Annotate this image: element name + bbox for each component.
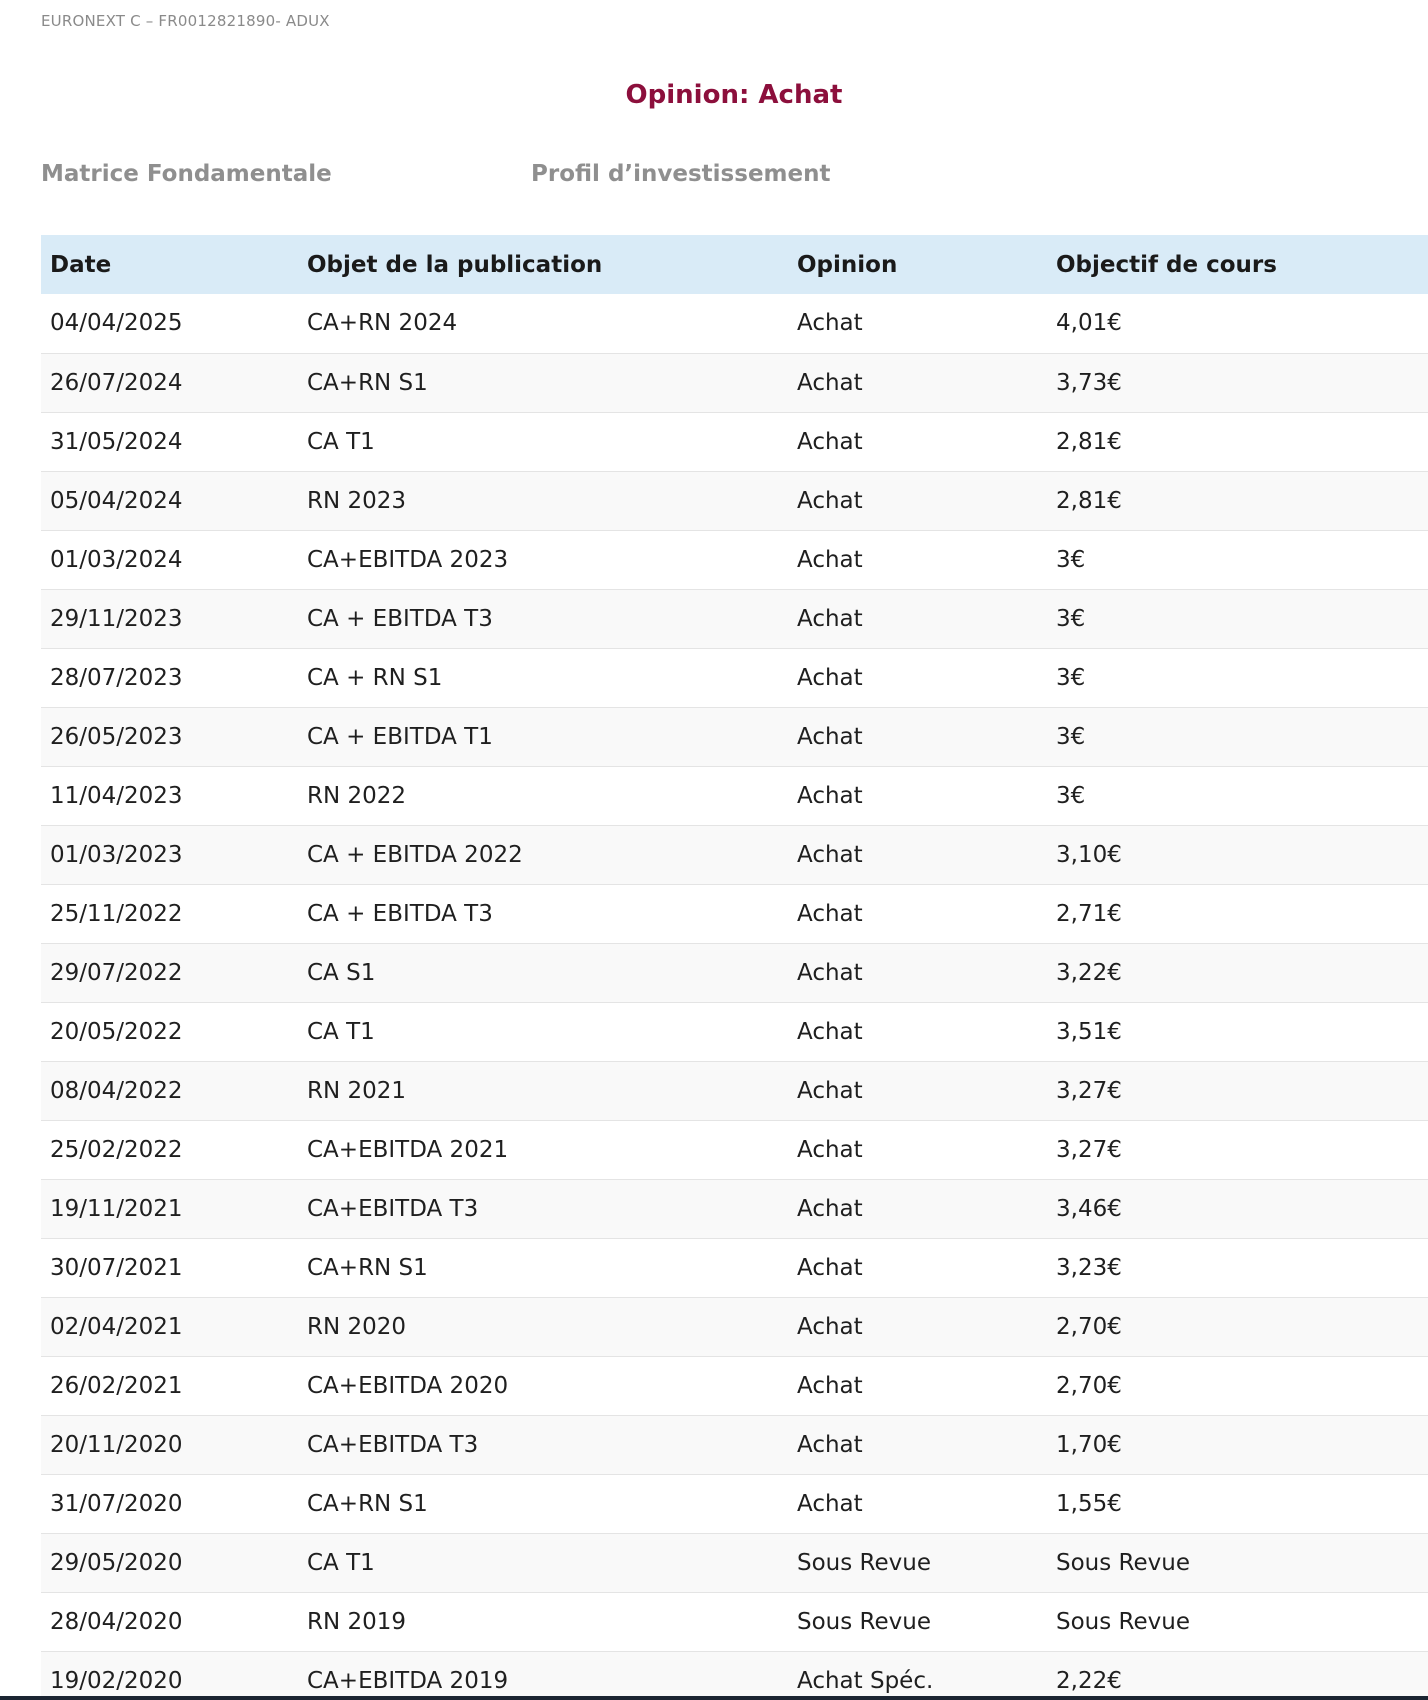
cell-opinion: Achat <box>797 1136 863 1163</box>
bottom-bar <box>0 1696 1428 1700</box>
cell-date: 28/04/2020 <box>50 1608 183 1635</box>
cell-opinion: Sous Revue <box>797 1608 931 1635</box>
cell-opinion: Achat <box>797 1018 863 1045</box>
table-row <box>41 1356 1428 1415</box>
cell-objet: RN 2019 <box>307 1608 407 1635</box>
cell-objet: CA + EBITDA 2022 <box>307 841 523 868</box>
publications-table-container <box>41 235 1428 1700</box>
cell-opinion: Achat <box>797 723 863 750</box>
cell-objectif: 3,46€ <box>1056 1195 1122 1222</box>
table-row <box>41 1120 1428 1179</box>
exchange-isin-line: EURONEXT C – FR0012821890- ADUX <box>41 12 330 30</box>
cell-objectif: 3,22€ <box>1056 959 1122 986</box>
cell-date: 29/07/2022 <box>50 959 183 986</box>
table-row <box>41 1474 1428 1533</box>
cell-date: 01/03/2023 <box>50 841 183 868</box>
table-row <box>41 471 1428 530</box>
cell-objectif: 2,81€ <box>1056 487 1122 514</box>
column-header-objet: Objet de la publication <box>307 251 603 278</box>
cell-objet: CA+RN S1 <box>307 369 428 396</box>
table-row <box>41 1061 1428 1120</box>
column-header-objectif: Objectif de cours <box>1056 251 1277 278</box>
cell-objectif: 3,51€ <box>1056 1018 1122 1045</box>
table-row <box>41 943 1428 1002</box>
table-row <box>41 825 1428 884</box>
table-row <box>41 1533 1428 1592</box>
cell-objet: CA+EBITDA 2021 <box>307 1136 509 1163</box>
cell-opinion: Achat <box>797 782 863 809</box>
cell-objet: CA + EBITDA T1 <box>307 723 493 750</box>
cell-objectif: 2,71€ <box>1056 900 1122 927</box>
cell-objet: CA+EBITDA 2023 <box>307 546 509 573</box>
table-row <box>41 766 1428 825</box>
cell-objectif: 2,22€ <box>1056 1667 1122 1694</box>
cell-objectif: 3,27€ <box>1056 1136 1122 1163</box>
cell-objet: CA T1 <box>307 1549 375 1576</box>
cell-date: 08/04/2022 <box>50 1077 183 1104</box>
cell-opinion: Achat <box>797 1254 863 1281</box>
cell-date: 25/11/2022 <box>50 900 183 927</box>
table-row <box>41 1238 1428 1297</box>
cell-date: 29/11/2023 <box>50 605 183 632</box>
cell-opinion: Achat <box>797 1077 863 1104</box>
cell-date: 26/07/2024 <box>50 369 183 396</box>
tab-profil-investissement[interactable]: Profil d’investissement <box>531 161 831 187</box>
cell-opinion: Achat <box>797 487 863 514</box>
cell-date: 01/03/2024 <box>50 546 183 573</box>
table-row <box>41 1297 1428 1356</box>
cell-objet: CA+EBITDA T3 <box>307 1195 479 1222</box>
cell-date: 29/05/2020 <box>50 1549 183 1576</box>
cell-objet: RN 2020 <box>307 1313 407 1340</box>
cell-opinion: Achat <box>797 1431 863 1458</box>
cell-objet: CA+EBITDA T3 <box>307 1431 479 1458</box>
cell-objet: RN 2021 <box>307 1077 407 1104</box>
cell-opinion: Achat <box>797 310 863 337</box>
cell-objet: CA+RN S1 <box>307 1490 428 1517</box>
cell-opinion: Achat <box>797 1195 863 1222</box>
cell-opinion: Achat Spéc. <box>797 1667 934 1694</box>
cell-date: 30/07/2021 <box>50 1254 183 1281</box>
cell-objectif: Sous Revue <box>1056 1549 1190 1576</box>
cell-opinion: Achat <box>797 959 863 986</box>
table-header <box>41 235 1428 294</box>
cell-date: 31/07/2020 <box>50 1490 183 1517</box>
cell-objet: CA T1 <box>307 428 375 455</box>
cell-opinion: Achat <box>797 369 863 396</box>
cell-date: 19/02/2020 <box>50 1667 183 1694</box>
cell-objectif: 2,70€ <box>1056 1313 1122 1340</box>
cell-date: 31/05/2024 <box>50 428 183 455</box>
tab-matrice-fondamentale[interactable]: Matrice Fondamentale <box>41 161 332 187</box>
cell-date: 20/05/2022 <box>50 1018 183 1045</box>
cell-date: 05/04/2024 <box>50 487 183 514</box>
cell-objectif: 3,27€ <box>1056 1077 1122 1104</box>
table-row <box>41 589 1428 648</box>
cell-objet: CA+EBITDA 2019 <box>307 1667 509 1694</box>
table-header-row <box>41 235 1428 294</box>
cell-objectif: 3€ <box>1056 723 1086 750</box>
cell-objectif: 3,23€ <box>1056 1254 1122 1281</box>
cell-objet: RN 2022 <box>307 782 407 809</box>
cell-date: 25/02/2022 <box>50 1136 183 1163</box>
cell-objectif: 3,73€ <box>1056 369 1122 396</box>
cell-objectif: Sous Revue <box>1056 1608 1190 1635</box>
cell-opinion: Achat <box>797 428 863 455</box>
cell-opinion: Achat <box>797 1372 863 1399</box>
cell-objectif: 3€ <box>1056 664 1086 691</box>
cell-date: 19/11/2021 <box>50 1195 183 1222</box>
cell-date: 26/02/2021 <box>50 1372 183 1399</box>
table-row <box>41 412 1428 471</box>
cell-objectif: 2,81€ <box>1056 428 1122 455</box>
table-row <box>41 1651 1428 1700</box>
cell-opinion: Achat <box>797 664 863 691</box>
cell-objet: CA+RN 2024 <box>307 310 458 337</box>
cell-objectif: 3€ <box>1056 605 1086 632</box>
cell-objet: CA + EBITDA T3 <box>307 900 493 927</box>
opinion-title: Opinion: Achat <box>625 80 843 110</box>
table-row <box>41 294 1428 353</box>
cell-objectif: 4,01€ <box>1056 310 1122 337</box>
cell-opinion: Achat <box>797 605 863 632</box>
table-row <box>41 1179 1428 1238</box>
cell-objet: CA + EBITDA T3 <box>307 605 493 632</box>
table-row <box>41 530 1428 589</box>
cell-date: 28/07/2023 <box>50 664 183 691</box>
cell-objet: CA + RN S1 <box>307 664 443 691</box>
table-row <box>41 884 1428 943</box>
table-row <box>41 1002 1428 1061</box>
cell-objet: CA T1 <box>307 1018 375 1045</box>
cell-date: 20/11/2020 <box>50 1431 183 1458</box>
cell-date: 02/04/2021 <box>50 1313 183 1340</box>
cell-opinion: Achat <box>797 546 863 573</box>
cell-objectif: 2,70€ <box>1056 1372 1122 1399</box>
column-header-opinion: Opinion <box>797 251 898 278</box>
cell-opinion: Achat <box>797 1313 863 1340</box>
table-row <box>41 648 1428 707</box>
cell-objet: RN 2023 <box>307 487 407 514</box>
cell-objectif: 1,55€ <box>1056 1490 1122 1517</box>
cell-objectif: 3€ <box>1056 546 1086 573</box>
cell-opinion: Achat <box>797 900 863 927</box>
table-row <box>41 1592 1428 1651</box>
cell-objet: CA S1 <box>307 959 376 986</box>
cell-objet: CA+RN S1 <box>307 1254 428 1281</box>
cell-opinion: Sous Revue <box>797 1549 931 1576</box>
cell-objectif: 3€ <box>1056 782 1086 809</box>
table-row <box>41 707 1428 766</box>
publications-table <box>41 235 1428 1700</box>
cell-date: 26/05/2023 <box>50 723 183 750</box>
cell-objet: CA+EBITDA 2020 <box>307 1372 509 1399</box>
cell-date: 04/04/2025 <box>50 310 183 337</box>
cell-objectif: 3,10€ <box>1056 841 1122 868</box>
cell-objectif: 1,70€ <box>1056 1431 1122 1458</box>
table-body <box>41 294 1428 1700</box>
cell-opinion: Achat <box>797 1490 863 1517</box>
cell-opinion: Achat <box>797 841 863 868</box>
tabs <box>41 161 830 187</box>
column-header-date: Date <box>50 251 112 278</box>
cell-date: 11/04/2023 <box>50 782 183 809</box>
table-row <box>41 353 1428 412</box>
table-row <box>41 1415 1428 1474</box>
